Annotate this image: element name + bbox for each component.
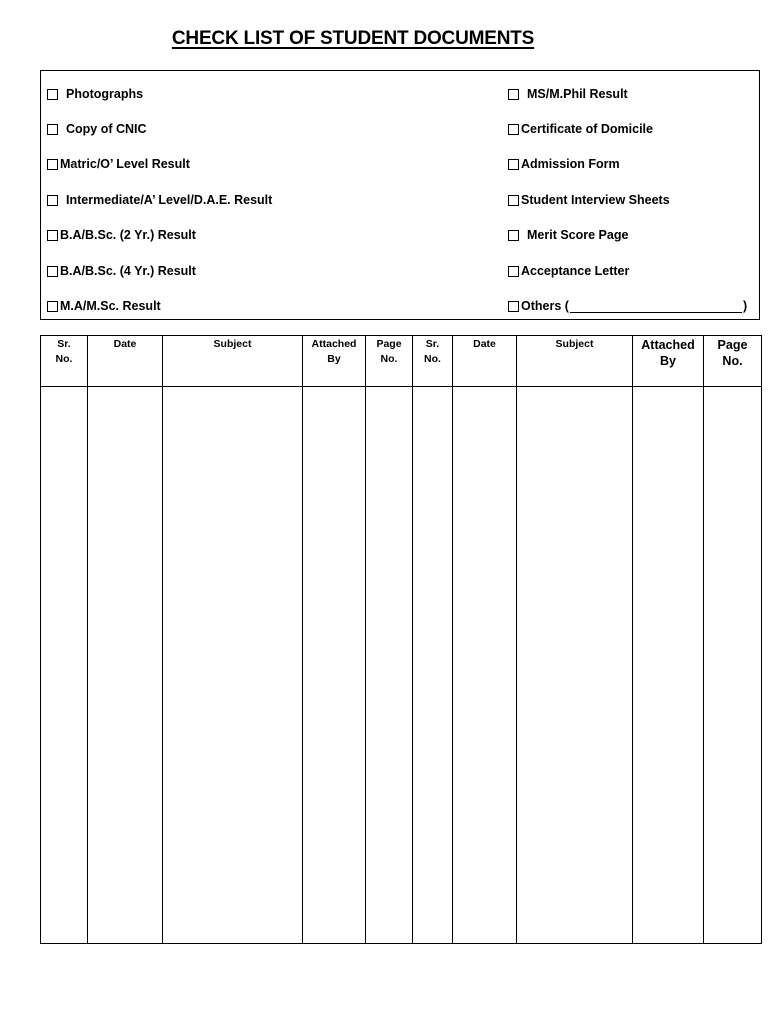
- document-checklist: [40, 70, 760, 320]
- check-item-label: B.A/B.Sc. (4 Yr.) Result: [60, 264, 196, 278]
- check-item-ba-2yr-result[interactable]: [47, 226, 196, 244]
- check-item-merit-score-page[interactable]: [508, 226, 628, 244]
- col-header-attached-by: Attached By: [633, 336, 704, 387]
- checkbox[interactable]: [508, 230, 519, 241]
- table-cell[interactable]: [517, 387, 633, 944]
- table-row: [41, 387, 762, 944]
- col-header-subject: Subject: [517, 336, 633, 387]
- checkbox[interactable]: [47, 266, 58, 277]
- table-cell[interactable]: [88, 387, 163, 944]
- check-item-label: B.A/B.Sc. (2 Yr.) Result: [60, 228, 196, 242]
- table-cell[interactable]: [41, 387, 88, 944]
- others-fill-line[interactable]: [570, 299, 742, 313]
- check-item-admission-form[interactable]: [508, 155, 620, 173]
- check-item-domicile[interactable]: [508, 120, 653, 138]
- table-cell[interactable]: [163, 387, 303, 944]
- check-item-label: Intermediate/A’ Level/D.A.E. Result: [66, 193, 273, 207]
- check-item-ba-4yr-result[interactable]: [47, 262, 196, 280]
- table-cell[interactable]: [413, 387, 453, 944]
- check-item-label: Copy of CNIC: [66, 122, 147, 136]
- check-item-others[interactable]: [508, 297, 747, 315]
- checkbox[interactable]: [47, 230, 58, 241]
- check-item-label: Merit Score Page: [527, 228, 629, 242]
- check-item-label: Student Interview Sheets: [521, 193, 670, 207]
- checkbox[interactable]: [508, 124, 519, 135]
- col-header-subject: Subject: [163, 336, 303, 387]
- check-item-label: MS/M.Phil Result: [527, 87, 628, 101]
- checkbox[interactable]: [508, 195, 519, 206]
- col-header-page-no: Page No.: [366, 336, 413, 387]
- table-cell[interactable]: [366, 387, 413, 944]
- document-log-table: [40, 335, 762, 944]
- checkbox[interactable]: [508, 89, 519, 100]
- checkbox[interactable]: [508, 159, 519, 170]
- check-item-label: Matric/O’ Level Result: [60, 157, 190, 171]
- check-item-label: Admission Form: [521, 157, 620, 171]
- col-header-sr-no: Sr. No.: [413, 336, 453, 387]
- check-item-ma-result[interactable]: [47, 297, 161, 315]
- check-item-ms-mphil-result[interactable]: [508, 85, 628, 103]
- check-item-matric-result[interactable]: [47, 155, 190, 173]
- col-header-page-no: Page No.: [704, 336, 762, 387]
- check-item-photographs[interactable]: [47, 85, 143, 103]
- page-title: CHECK LIST OF STUDENT DOCUMENTS: [171, 28, 535, 49]
- check-item-label: Photographs: [66, 87, 144, 101]
- col-header-attached-by: Attached By: [303, 336, 366, 387]
- table-cell[interactable]: [633, 387, 704, 944]
- col-header-sr-no: Sr. No.: [41, 336, 88, 387]
- checkbox[interactable]: [508, 301, 519, 312]
- check-item-label: Others (: [521, 299, 569, 313]
- checkbox[interactable]: [47, 301, 58, 312]
- table-cell[interactable]: [453, 387, 517, 944]
- table-cell[interactable]: [303, 387, 366, 944]
- checkbox[interactable]: [47, 89, 58, 100]
- check-item-label: Acceptance Letter: [521, 264, 630, 278]
- check-item-acceptance-letter[interactable]: [508, 262, 629, 280]
- checkbox[interactable]: [508, 266, 519, 277]
- table-cell[interactable]: [704, 387, 762, 944]
- check-item-interview-sheets[interactable]: [508, 191, 670, 209]
- col-header-date: Date: [88, 336, 163, 387]
- check-item-label: M.A/M.Sc. Result: [60, 299, 161, 313]
- check-item-cnic[interactable]: [47, 120, 147, 138]
- table-header-row: [41, 336, 762, 387]
- others-close-paren: ): [742, 299, 748, 313]
- checkbox[interactable]: [47, 124, 58, 135]
- check-item-label: Certificate of Domicile: [521, 122, 653, 136]
- col-header-date: Date: [453, 336, 517, 387]
- checkbox[interactable]: [47, 195, 58, 206]
- checkbox[interactable]: [47, 159, 58, 170]
- check-item-intermediate-result[interactable]: [47, 191, 272, 209]
